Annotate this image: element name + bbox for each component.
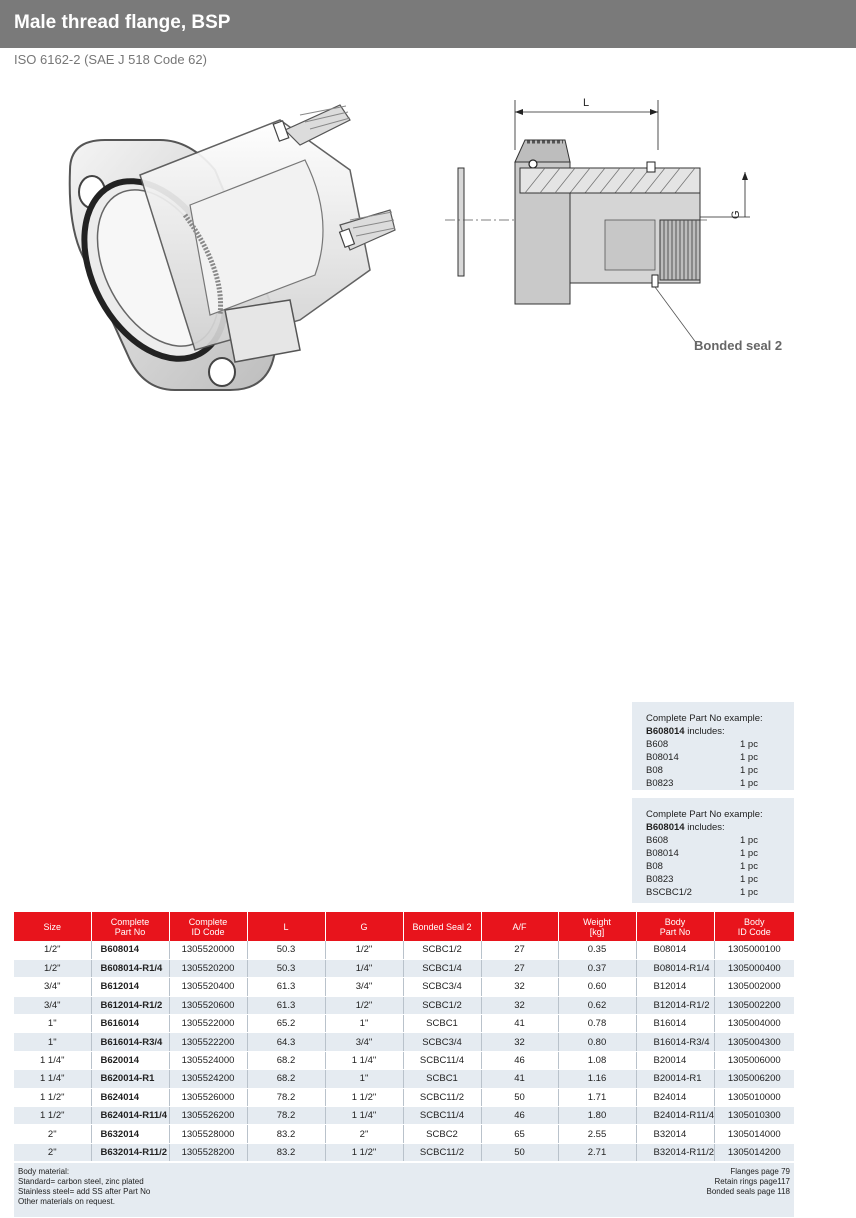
technical-drawing	[445, 90, 825, 370]
table-header-row	[14, 912, 794, 941]
table-cell: B608014-R1/4	[91, 959, 169, 977]
column-header-text: Bonded Seal 2	[412, 921, 472, 932]
column-header-text: ID Code	[737, 926, 771, 937]
table-cell: 78.2	[247, 1107, 325, 1125]
column-header-text: ID Code	[191, 926, 225, 937]
table-row	[14, 1143, 794, 1161]
table-cell: 0.78	[558, 1015, 636, 1033]
table-cell: B16014	[636, 1015, 714, 1033]
table-cell: B32014-R11/2	[636, 1143, 714, 1161]
table-cell: 83.2	[247, 1143, 325, 1161]
table-cell: 1 1/4"	[14, 1070, 91, 1088]
column-header-text: G	[360, 921, 368, 932]
table-cell: 2"	[325, 1125, 403, 1143]
table-cell: 1305006200	[714, 1070, 794, 1088]
note-line: Other materials on request.	[18, 1197, 115, 1206]
table-cell: 0.37	[558, 959, 636, 977]
dimension-g-label: G	[730, 210, 742, 219]
table-cell: SCBC11/4	[403, 1107, 481, 1125]
table-row	[14, 1070, 794, 1088]
table-cell: 1 1/2"	[14, 1107, 91, 1125]
table-cell: 1305014200	[714, 1143, 794, 1161]
page-title: Male thread flange, BSP	[14, 12, 231, 33]
table-cell: 1305014000	[714, 1125, 794, 1143]
list-item	[646, 860, 780, 873]
table-cell: 0.80	[558, 1033, 636, 1051]
table-cell: SCBC2	[403, 1125, 481, 1143]
table-cell: B612014	[91, 978, 169, 996]
column-header-text: Weight	[583, 916, 611, 927]
table-cell: B616014-R3/4	[91, 1033, 169, 1051]
table-cell: B608014	[91, 941, 169, 959]
note-line: Stainless steel= add SS after Part No	[18, 1187, 151, 1196]
table-row	[14, 959, 794, 977]
table-cell: 1305000100	[714, 941, 794, 959]
list-item	[646, 886, 780, 899]
column-header	[91, 912, 169, 941]
table-cell: 1/4"	[325, 959, 403, 977]
specification-table	[14, 912, 794, 1162]
column-header-text: A/F	[512, 921, 527, 932]
column-header	[714, 912, 794, 941]
table-cell: 0.62	[558, 996, 636, 1014]
table-cell: B16014-R3/4	[636, 1033, 714, 1051]
table-cell: B20014-R1	[636, 1070, 714, 1088]
table-cell: 0.60	[558, 978, 636, 996]
table-cell: 68.2	[247, 1051, 325, 1069]
example-heading: Complete Part No example:	[646, 713, 763, 724]
list-item	[646, 847, 780, 860]
footer-notes	[14, 1163, 794, 1217]
example-includes-label: includes:	[684, 726, 725, 737]
table-cell: 1305522200	[169, 1033, 247, 1051]
table-cell: B624014-R11/4	[91, 1107, 169, 1125]
page-subtitle: ISO 6162-2 (SAE J 518 Code 62)	[14, 52, 207, 67]
list-item	[646, 834, 780, 847]
table-row	[14, 1088, 794, 1106]
table-cell: B624014	[91, 1088, 169, 1106]
item-part: B08014	[646, 752, 679, 763]
item-part: B608	[646, 835, 669, 846]
table-cell: B24014	[636, 1088, 714, 1106]
table-cell: 1305002200	[714, 996, 794, 1014]
list-item	[646, 764, 780, 777]
table-cell: 27	[481, 959, 558, 977]
table-cell: 50.3	[247, 941, 325, 959]
table-cell: 1305520600	[169, 996, 247, 1014]
column-header	[481, 912, 558, 941]
example-heading: Complete Part No example:	[646, 809, 763, 820]
table-cell: 1305520000	[169, 941, 247, 959]
note-line: Standard= carbon steel, zinc plated	[18, 1177, 144, 1186]
table-cell: 61.3	[247, 996, 325, 1014]
table-row	[14, 978, 794, 996]
table-cell: 1305520400	[169, 978, 247, 996]
table-cell: 78.2	[247, 1088, 325, 1106]
table-cell: 1.71	[558, 1088, 636, 1106]
table-cell: 2.55	[558, 1125, 636, 1143]
table-cell: 1305524200	[169, 1070, 247, 1088]
item-qty: 1 pc	[740, 765, 758, 776]
table-cell: 1305528200	[169, 1143, 247, 1161]
table-cell: 1305006000	[714, 1051, 794, 1069]
reference-line: Flanges page 79	[730, 1167, 790, 1176]
example-items	[646, 738, 780, 790]
title-bar	[0, 0, 856, 48]
list-item	[646, 873, 780, 886]
table-cell: SCBC1/2	[403, 996, 481, 1014]
arrow-head	[515, 109, 523, 115]
table-cell: SCBC11/4	[403, 1051, 481, 1069]
table-cell: SCBC11/2	[403, 1088, 481, 1106]
table-cell: 1/2"	[14, 941, 91, 959]
table-cell: 50.3	[247, 959, 325, 977]
item-part: BSCBC1/2	[646, 887, 692, 898]
table-cell: B632014	[91, 1125, 169, 1143]
table-cell: 1 1/4"	[325, 1051, 403, 1069]
column-header	[247, 912, 325, 941]
table-cell: 2"	[14, 1143, 91, 1161]
example-includes	[646, 821, 780, 834]
column-header-text: Complete	[188, 916, 228, 927]
table-row	[14, 1033, 794, 1051]
table-cell: B24014-R11/4	[636, 1107, 714, 1125]
table-cell: 1"	[14, 1033, 91, 1051]
table-cell: 1305528000	[169, 1125, 247, 1143]
column-header-text: Size	[43, 921, 61, 932]
material-notes	[18, 1167, 150, 1207]
table-cell: 1.16	[558, 1070, 636, 1088]
item-qty: 1 pc	[740, 739, 758, 750]
table-cell: 68.2	[247, 1070, 325, 1088]
list-item	[646, 751, 780, 764]
reference-line: Bonded seals page 118	[706, 1187, 790, 1196]
table-cell: B612014-R1/2	[91, 996, 169, 1014]
item-qty: 1 pc	[740, 752, 758, 763]
part-example-box	[632, 702, 794, 790]
table-cell: 1305524000	[169, 1051, 247, 1069]
table-cell: B12014	[636, 978, 714, 996]
table-cell: 1305000400	[714, 959, 794, 977]
column-header	[169, 912, 247, 941]
item-part: B08	[646, 765, 663, 776]
table-cell: 1/2"	[325, 996, 403, 1014]
item-qty: 1 pc	[740, 778, 758, 789]
table-cell: B12014-R1/2	[636, 996, 714, 1014]
table-row	[14, 1015, 794, 1033]
table-cell: 1 1/4"	[325, 1107, 403, 1125]
table-cell: SCBC3/4	[403, 1033, 481, 1051]
table-cell: 32	[481, 978, 558, 996]
table-row	[14, 1107, 794, 1125]
leader-line	[655, 287, 697, 344]
table-cell: 83.2	[247, 1125, 325, 1143]
table-cell: SCBC3/4	[403, 978, 481, 996]
column-header	[403, 912, 481, 941]
table-cell: 46	[481, 1107, 558, 1125]
table-cell: SCBC1/2	[403, 941, 481, 959]
table-cell: 1/2"	[325, 941, 403, 959]
example-items	[646, 834, 780, 899]
table-row	[14, 1125, 794, 1143]
column-header	[636, 912, 714, 941]
column-header-text: L	[283, 921, 289, 932]
page-references	[707, 1167, 790, 1197]
table-cell: 1 1/2"	[325, 1143, 403, 1161]
item-qty: 1 pc	[740, 874, 758, 885]
table-cell: 50	[481, 1143, 558, 1161]
table-cell: 1305522000	[169, 1015, 247, 1033]
column-header-text: Part No	[114, 926, 146, 937]
table-cell: 50	[481, 1088, 558, 1106]
table-cell: 1/2"	[14, 959, 91, 977]
table-cell: 65	[481, 1125, 558, 1143]
table-cell: SCBC11/2	[403, 1143, 481, 1161]
table-cell: 32	[481, 1033, 558, 1051]
table-cell: 1305526000	[169, 1088, 247, 1106]
note-line: Body material:	[18, 1167, 70, 1176]
table-cell: 61.3	[247, 978, 325, 996]
item-part: B0823	[646, 874, 674, 885]
item-part: B08	[646, 861, 663, 872]
column-header-text: Part No	[659, 926, 691, 937]
table-cell: 1"	[325, 1070, 403, 1088]
column-header	[325, 912, 403, 941]
table-cell: 1 1/2"	[14, 1088, 91, 1106]
item-part: B0823	[646, 778, 674, 789]
table-cell: 1305004000	[714, 1015, 794, 1033]
table-cell: B620014-R1	[91, 1070, 169, 1088]
table-cell: B632014-R11/2	[91, 1143, 169, 1161]
example-includes-label: includes:	[684, 822, 725, 833]
column-header	[558, 912, 636, 941]
table-cell: B32014	[636, 1125, 714, 1143]
example-includes	[646, 725, 780, 738]
table-cell: 65.2	[247, 1015, 325, 1033]
table-cell: 32	[481, 996, 558, 1014]
table-row	[14, 996, 794, 1014]
table-cell: 2"	[14, 1125, 91, 1143]
table-cell: SCBC1/4	[403, 959, 481, 977]
table-cell: 41	[481, 1070, 558, 1088]
table-row	[14, 941, 794, 959]
table-cell: 3/4"	[325, 978, 403, 996]
column-header-text: Complete	[110, 916, 150, 927]
table-cell: SCBC1	[403, 1015, 481, 1033]
list-item	[646, 738, 780, 751]
table-cell: B616014	[91, 1015, 169, 1033]
table-cell: 3/4"	[325, 1033, 403, 1051]
column-header-text: Body	[664, 916, 686, 927]
table-cell: 1.08	[558, 1051, 636, 1069]
item-qty: 1 pc	[740, 848, 758, 859]
column-header-text: [kg]	[589, 926, 605, 937]
table-body	[14, 941, 794, 1162]
table-cell: 1305526200	[169, 1107, 247, 1125]
item-part: B08014	[646, 848, 679, 859]
table-cell: 3/4"	[14, 996, 91, 1014]
arrow-head	[650, 109, 658, 115]
reference-line: Retain rings page117	[714, 1177, 790, 1186]
item-part: B608	[646, 739, 669, 750]
table-cell: 1.80	[558, 1107, 636, 1125]
table-cell: 64.3	[247, 1033, 325, 1051]
table-cell: 2.71	[558, 1143, 636, 1161]
column-header-text: Body	[743, 916, 765, 927]
list-item	[646, 777, 780, 790]
item-qty: 1 pc	[740, 861, 758, 872]
table-cell: B20014	[636, 1051, 714, 1069]
table-cell: 1305010000	[714, 1088, 794, 1106]
table-cell: 1"	[14, 1015, 91, 1033]
table-cell: 46	[481, 1051, 558, 1069]
table-cell: 1305002000	[714, 978, 794, 996]
table-cell: 41	[481, 1015, 558, 1033]
table-cell: 1 1/4"	[14, 1051, 91, 1069]
item-qty: 1 pc	[740, 887, 758, 898]
table-cell: B08014	[636, 941, 714, 959]
item-qty: 1 pc	[740, 835, 758, 846]
column-header	[14, 912, 91, 941]
flange-3d-illustration	[50, 100, 400, 400]
table-cell: 0.35	[558, 941, 636, 959]
table-cell: SCBC1	[403, 1070, 481, 1088]
arrow-head	[742, 172, 748, 180]
table-cell: 1305520200	[169, 959, 247, 977]
table-cell: B620014	[91, 1051, 169, 1069]
table-cell: 1 1/2"	[325, 1088, 403, 1106]
bonded-seal-label: Bonded seal 2	[694, 338, 783, 353]
table-cell: 1305010300	[714, 1107, 794, 1125]
dimension-l-label: L	[582, 97, 590, 109]
table-cell: 27	[481, 941, 558, 959]
table-cell: B08014-R1/4	[636, 959, 714, 977]
table-cell: 3/4"	[14, 978, 91, 996]
example-part-no: B608014	[646, 822, 685, 833]
table-cell: 1305004300	[714, 1033, 794, 1051]
example-part-no: B608014	[646, 726, 685, 737]
table-cell: 1"	[325, 1015, 403, 1033]
part-example-box	[632, 798, 794, 903]
table-row	[14, 1051, 794, 1069]
